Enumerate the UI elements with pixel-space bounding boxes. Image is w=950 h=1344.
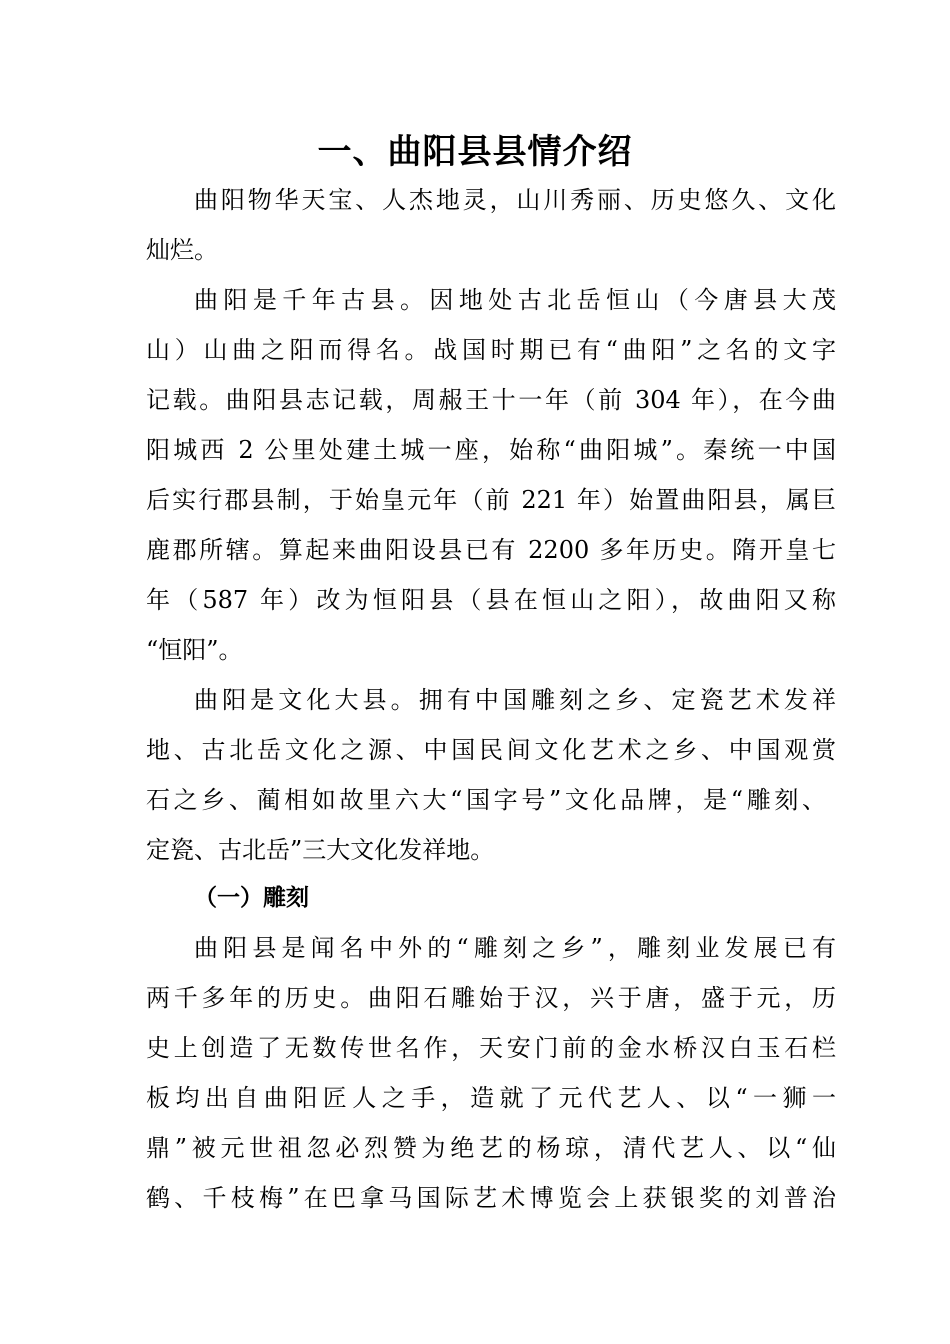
section-heading: （一）雕刻: [194, 885, 309, 911]
section-line-4: 板均出自曲阳匠人之手，造就了元代艺人、以“一狮一: [146, 1084, 836, 1112]
paragraph-3-line-2: 地、古北岳文化之源、中国民间文化艺术之乡、中国观赏: [146, 736, 836, 764]
section-line-6: 鹤、千枝梅”在巴拿马国际艺术博览会上获银奖的刘普治: [146, 1184, 836, 1212]
paragraph-2-line-2: 山）山曲之阳而得名。战国时期已有“曲阳”之名的文字: [146, 336, 836, 364]
paragraph-1-line-1: 曲阳物华天宝、人杰地灵，山川秀丽、历史悠久、文化: [194, 186, 836, 214]
section-line-2: 两千多年的历史。曲阳石雕始于汉，兴于唐，盛于元，历: [146, 984, 836, 1012]
paragraph-3-line-4: 定瓷、古北岳”三大文化发祥地。: [146, 836, 495, 864]
section-line-1: 曲阳县是闻名中外的“雕刻之乡”，雕刻业发展已有: [194, 934, 836, 962]
section-line-5: 鼎”被元世祖忽必烈赞为绝艺的杨琼，清代艺人、以“仙: [146, 1134, 836, 1162]
paragraph-3-line-3: 石之乡、蔺相如故里六大“国字号”文化品牌，是“雕刻、: [146, 786, 826, 814]
paragraph-2-line-5: 后实行郡县制，于始皇元年（前 221 年）始置曲阳县，属巨: [146, 486, 836, 514]
paragraph-2-line-8: “恒阳”。: [146, 636, 243, 664]
paragraph-2-line-4: 阳城西 2 公里处建土城一座，始称“曲阳城”。秦统一中国: [146, 436, 836, 464]
paragraph-2-line-1: 曲阳是千年古县。因地处古北岳恒山（今唐县大茂: [194, 286, 836, 314]
paragraph-2-line-3: 记载。曲阳县志记载，周赧王十一年（前 304 年），在今曲: [146, 386, 836, 414]
paragraph-1-line-2: 灿烂。: [146, 236, 218, 264]
paragraph-2-line-7: 年（587 年）改为恒阳县（县在恒山之阳），故曲阳又称: [146, 586, 836, 614]
paragraph-3-line-1: 曲阳是文化大县。拥有中国雕刻之乡、定瓷艺术发祥: [194, 686, 836, 714]
page-title: 一、曲阳县县情介绍: [317, 132, 633, 172]
paragraph-2-line-6: 鹿郡所辖。算起来曲阳设县已有 2200 多年历史。隋开皇七: [146, 536, 836, 564]
section-line-3: 史上创造了无数传世名作，天安门前的金水桥汉白玉石栏: [146, 1034, 836, 1062]
